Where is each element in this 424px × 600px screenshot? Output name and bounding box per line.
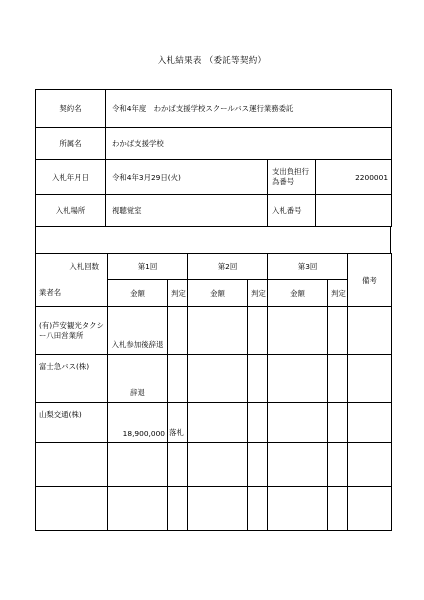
round1-amount: 入札参加後辞退	[108, 307, 168, 355]
expense-number-label: 支出負担行為番号	[268, 160, 316, 195]
round1-amount: 18,900,000	[108, 403, 168, 443]
bid-place-label: 入札場所	[36, 195, 106, 227]
info-row-department	[36, 128, 392, 160]
bid-date-label: 入札年月日	[36, 160, 106, 195]
remarks-header: 備考	[348, 254, 392, 307]
header-row-rounds	[36, 254, 392, 280]
round3-amount-header: 金額	[268, 280, 328, 307]
round1-result	[168, 355, 188, 403]
bid-place: 視聴覚室	[106, 195, 268, 227]
round1-amount: 辞退	[108, 355, 168, 403]
page-title: 入札結果表 （委託等契約）	[157, 56, 267, 66]
round1-result	[168, 307, 188, 355]
info-row-date	[36, 160, 392, 195]
bidder-name: 富士急バス(株)	[36, 355, 108, 403]
round1-result: 落札	[168, 403, 188, 443]
bid-number-label: 入札番号	[268, 195, 316, 227]
contract-name: 令和4年度 わかば支援学校スクールバス運行業務委託	[106, 90, 392, 128]
contract-name-label: 契約名	[36, 90, 106, 128]
round2-amount-header: 金額	[188, 280, 248, 307]
round1-amount-header: 金額	[108, 280, 168, 307]
department: わかば支援学校	[106, 128, 392, 160]
expense-number: 2200001	[316, 160, 392, 195]
spacer-band	[35, 226, 391, 254]
table-row	[36, 487, 392, 531]
bid-results-table	[35, 253, 392, 531]
contract-info-table	[35, 89, 392, 227]
department-label: 所属名	[36, 128, 106, 160]
bid-date: 令和4年3月29日(火)	[106, 160, 268, 195]
bidder-name: (有)芦安観光タクシー八田営業所	[36, 307, 108, 355]
info-row-contract	[36, 90, 392, 128]
round3-judgment-header: 判定	[328, 280, 348, 307]
table-row	[36, 355, 392, 403]
round3-header: 第3回	[268, 254, 348, 280]
round2-header: 第2回	[188, 254, 268, 280]
bidder-name-label: 業者名	[36, 280, 108, 307]
table-row	[36, 443, 392, 487]
bid-count-label: 入札回数	[36, 254, 108, 280]
bidder-name: 山梨交通(株)	[36, 403, 108, 443]
table-row	[36, 403, 392, 443]
round1-judgment-header: 判定	[168, 280, 188, 307]
info-row-place	[36, 195, 392, 227]
round2-judgment-header: 判定	[248, 280, 268, 307]
table-row	[36, 307, 392, 355]
header-row-columns	[36, 280, 392, 307]
bid-number	[316, 195, 392, 227]
round1-header: 第1回	[108, 254, 188, 280]
